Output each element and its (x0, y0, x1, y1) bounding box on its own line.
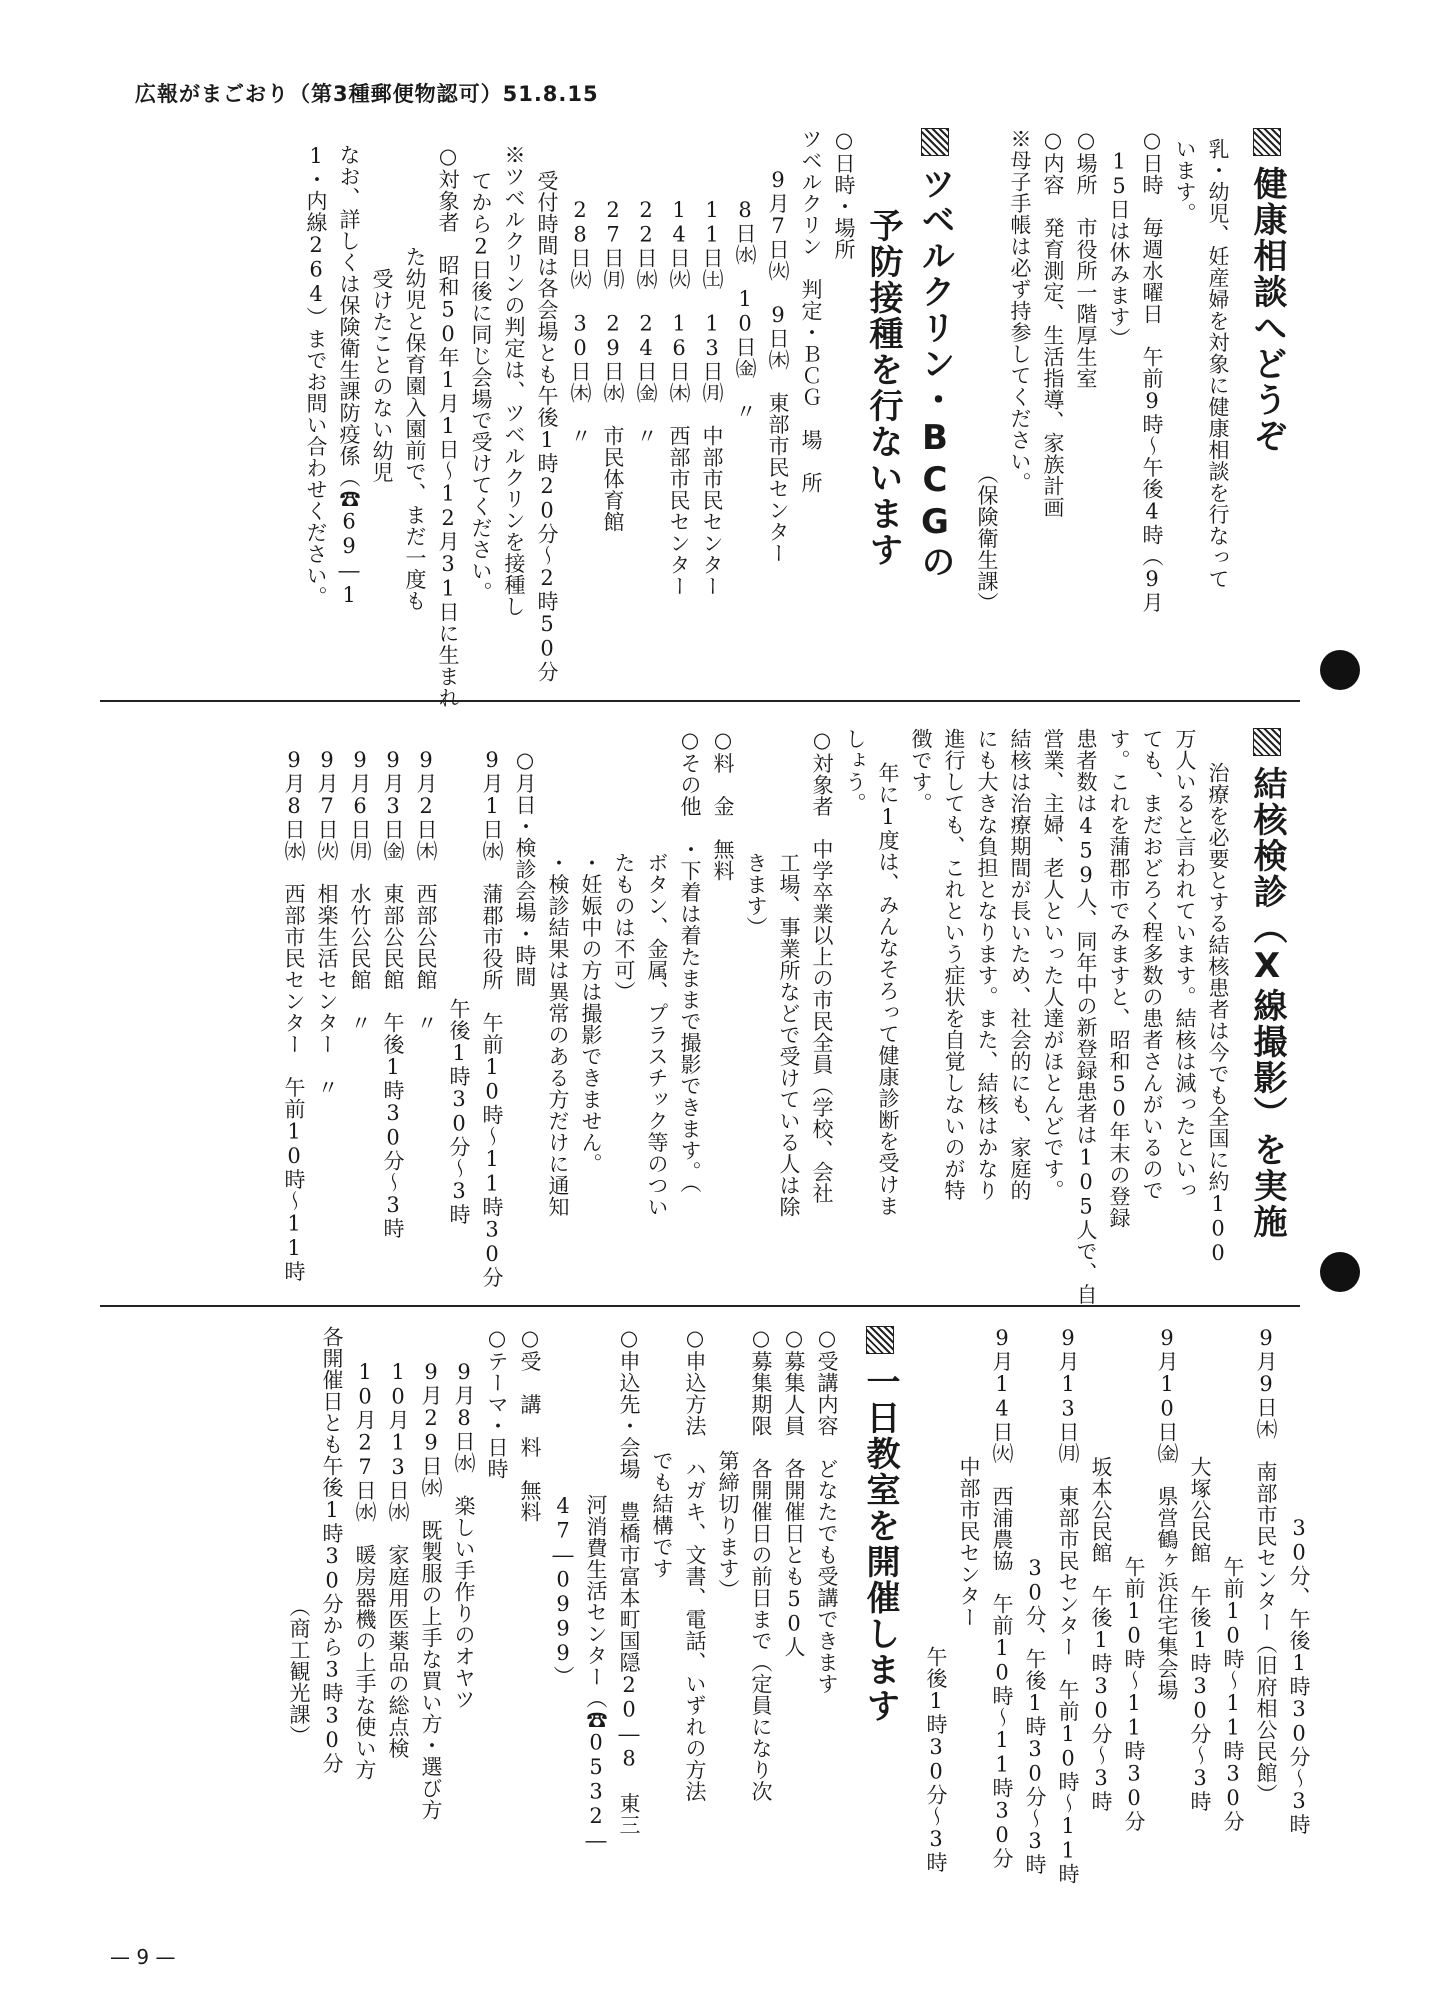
text-line: 9月1日㈬ 蒲郡市役所 午前10時〜11時30分 (480, 748, 504, 1288)
text-line: ○対象者 中学卒業以上の市民全員（学校、会社 (810, 728, 834, 1204)
text-line: しょう。 (843, 728, 867, 814)
page-header: 広報がまごおり（第3種郵便物認可）51.8.15 (135, 82, 599, 106)
hatch-mark-icon (1253, 728, 1281, 756)
text-line: 8日㈬ 10日㈮ 〃 (733, 198, 757, 422)
text-line: ○内容 発育測定、生活指導、家族計画 (1041, 128, 1065, 518)
text-line: 万人いると言われています。結核は減ったといっ (1173, 728, 1197, 1201)
punch-hole-bottom (1320, 1252, 1360, 1292)
text-line: 9月14日㈫ 西浦農協 午前10時〜11時30分 (990, 1326, 1014, 1869)
text-line: （商工観光課） (287, 1596, 311, 1747)
text-line: 治療を必要とする結核患者は今でも全国に約100 (1206, 762, 1230, 1266)
text-line: ○料 金 無料 (711, 728, 735, 882)
text-line: 進行しても、これという症状を自覚しないのが特 (942, 728, 966, 1201)
text-line: ツベルクリン 判定・ＢＣＧ 場 所 (799, 128, 823, 494)
text-line: ○月日・検診会場・時間 (513, 748, 537, 988)
text-line: 営業、主婦、老人といった人達がほとんどです。 (1041, 728, 1065, 1201)
band-top (95, 128, 1290, 709)
text-line: 1・内線264）までお問い合わせください。 (304, 144, 328, 608)
text-line: 10月27日㈬ 暖房器機の上手な使い方 (353, 1360, 377, 1781)
text-line: 9月29日㈬ 既製服の上手な買い方・選び方 (419, 1360, 443, 1821)
text-line: 年に1度は、みんなそろって健康診断を受けま (876, 762, 900, 1217)
text-line: 坂本公民館 午後1時30分〜3時 (1089, 1456, 1113, 1812)
text-line: 午後1時30分〜3時 (447, 998, 471, 1225)
divider-top (100, 700, 1300, 702)
text-line: 15日は休みます） (1107, 128, 1131, 349)
text-line: ○受講内容 どなたでも受講できます (815, 1326, 839, 1695)
section-title-health-consultation: 健康相談へどうぞ (1244, 128, 1290, 454)
text-line: にも大きな負担となります。また、結核はかなり (975, 728, 999, 1201)
text-line: （保険衛生課） (975, 463, 999, 614)
text-line: ○日時 毎週水曜日 午前9時〜午後4時（9月 (1140, 128, 1164, 613)
hatch-mark-icon (921, 128, 949, 156)
text-line: 9月2日㈭ 西部公民館 〃 (414, 748, 438, 1034)
page-number: — 9 — (110, 1945, 176, 1969)
text-line: 30分、午後1時30分〜3時 (1287, 1516, 1311, 1835)
text-line: 午前10時〜11時30分 (1122, 1556, 1146, 1832)
text-line: 結核は治療期間が長いため、社会的にも、家庭的 (1008, 728, 1032, 1201)
text-line: 9月9日㈭ 南部市民センター（旧府相公民館） (1254, 1326, 1278, 1805)
hatch-mark-icon (1253, 128, 1281, 156)
text-line: ○その他 ・下着は着たままで撮影できます。（ (678, 728, 702, 1194)
text-line: 第締切ります） (716, 1450, 740, 1601)
text-line: 30分、午後1時30分〜3時 (1023, 1556, 1047, 1875)
text-line: ○対象者 昭和50年1月1日〜12月31日に生まれ (436, 144, 460, 709)
text-line: 27日㈪ 29日㈬ 市民体育館 (601, 198, 625, 533)
text-line: す。これを蒲郡市でみますと、昭和50年末の登録 (1107, 728, 1131, 1229)
text-line: 10月13日㈬ 家庭用医薬品の総点検 (386, 1360, 410, 1759)
band-middle (95, 728, 1290, 1305)
text-line: 9月8日㈬ 西部市民センター 午前10時〜11時 (282, 748, 306, 1282)
text-line: 9月13日㈪ 東部市民センター 午前10時〜11時 (1056, 1326, 1080, 1885)
band-bottom (95, 1326, 1315, 1916)
text-line: ○申込方法 ハガキ、文書、電話、いずれの方法 (683, 1326, 707, 1802)
text-line: 工場、事業所などで受けている人は除 (777, 852, 801, 1218)
text-line: ・妊娠中の方は撮影できません。 (579, 852, 603, 1175)
text-line: ○場所 市役所一階厚生室 (1074, 128, 1098, 389)
hatch-mark-icon (866, 1326, 894, 1354)
section-title-bcg-2: 予防接種を行ないます (863, 208, 903, 568)
text-line: ても、まだおどろく程多数の患者さんがいるので (1140, 728, 1164, 1201)
text-line: きます） (744, 852, 768, 938)
text-line: 22日㈬ 24日㈮ 〃 (634, 198, 658, 447)
text-line: ボタン、金属、プラスチック等のつい (645, 852, 669, 1218)
text-line: ○テーマ・日時 (485, 1326, 509, 1480)
text-line: 14日㈫ 16日㈭ 西部市民センター (667, 198, 691, 597)
text-line: 9月10日㈮ 県営鶴ヶ浜住宅集会場 (1155, 1326, 1179, 1701)
text-line: 受けたことのない幼児 (370, 268, 394, 483)
text-line: てから2日後に同じ会場で受けてください。 (469, 170, 493, 603)
text-line: 11日㈯ 13日㈪ 中部市民センター (700, 198, 724, 597)
text-line: ○申込先・会場 豊橋市富本町国隠20―8 東三 (617, 1326, 641, 1836)
text-line: 大塚公民館 午後1時30分〜3時 (1188, 1456, 1212, 1812)
text-line: 午前10時〜11時30分 (1221, 1556, 1245, 1832)
text-line: ・検診結果は異常のある方だけに通知 (546, 852, 570, 1218)
text-line: 乳・幼児、妊産婦を対象に健康相談を行なって (1206, 138, 1230, 590)
text-line: ○募集人員 各開催日とも50人 (782, 1326, 806, 1658)
text-line: 徴です。 (909, 728, 933, 814)
text-line: 9月8日㈬ 楽しい手作りのオヤツ (452, 1360, 476, 1710)
text-line: 9月7日㈫ 相楽生活センター 〃 (315, 748, 339, 1098)
divider-bottom (100, 1305, 1300, 1307)
text-line: ※ツベルクリンの判定は、ツベルクリンを接種し (502, 144, 526, 617)
text-line: 患者数は459人、同年中の新登録患者は105人で、自 (1074, 728, 1098, 1305)
text-line: 河消費生活センター（☎0532― (584, 1494, 608, 1853)
punch-hole-top (1320, 650, 1360, 690)
text-line: 9月3日㈮ 東部公民館 午後1時30分〜3時 (381, 748, 405, 1239)
text-line: 28日㈫ 30日㈭ 〃 (568, 198, 592, 447)
section-title-bcg: ツベルクリン・BCGの (912, 128, 958, 580)
text-line: 午後1時30分〜3時 (924, 1646, 948, 1873)
text-line: ○受 講 料 無料 (518, 1326, 542, 1523)
text-line: 受付時間は各会場とも午後1時20分〜2時50分 (535, 170, 559, 683)
section-title-one-day-class: 一日教室を開催します (857, 1326, 903, 1724)
text-line: ○募集期限 各開催日の前日まで（定員になり次 (749, 1326, 773, 1802)
text-line: います。 (1173, 138, 1197, 224)
text-line: た幼児と保育園入園前で、まだ一度も (403, 246, 427, 612)
text-line: 中部市民センター (957, 1456, 981, 1628)
text-line: でも結構です (650, 1450, 674, 1579)
text-line: 9月6日㈪ 水竹公民館 〃 (348, 748, 372, 1034)
text-line: 各開催日とも午後1時30分から3時30分 (320, 1326, 344, 1774)
text-line: ※母子手帳は必ず持参してください。 (1008, 128, 1032, 494)
text-line: 47―0999） (551, 1494, 575, 1687)
section-title-tuberculosis-screening: 結核検診（X線撮影）を実施 (1244, 728, 1290, 1240)
text-line: ○日時・場所 (832, 128, 856, 260)
text-line: 9月7日㈫ 9日㈭ 東部市民センター (766, 168, 790, 564)
text-line: なお、詳しくは保険衛生課防疫係（☎69―1 (337, 144, 361, 608)
text-line: たものは不可） (612, 852, 636, 1003)
